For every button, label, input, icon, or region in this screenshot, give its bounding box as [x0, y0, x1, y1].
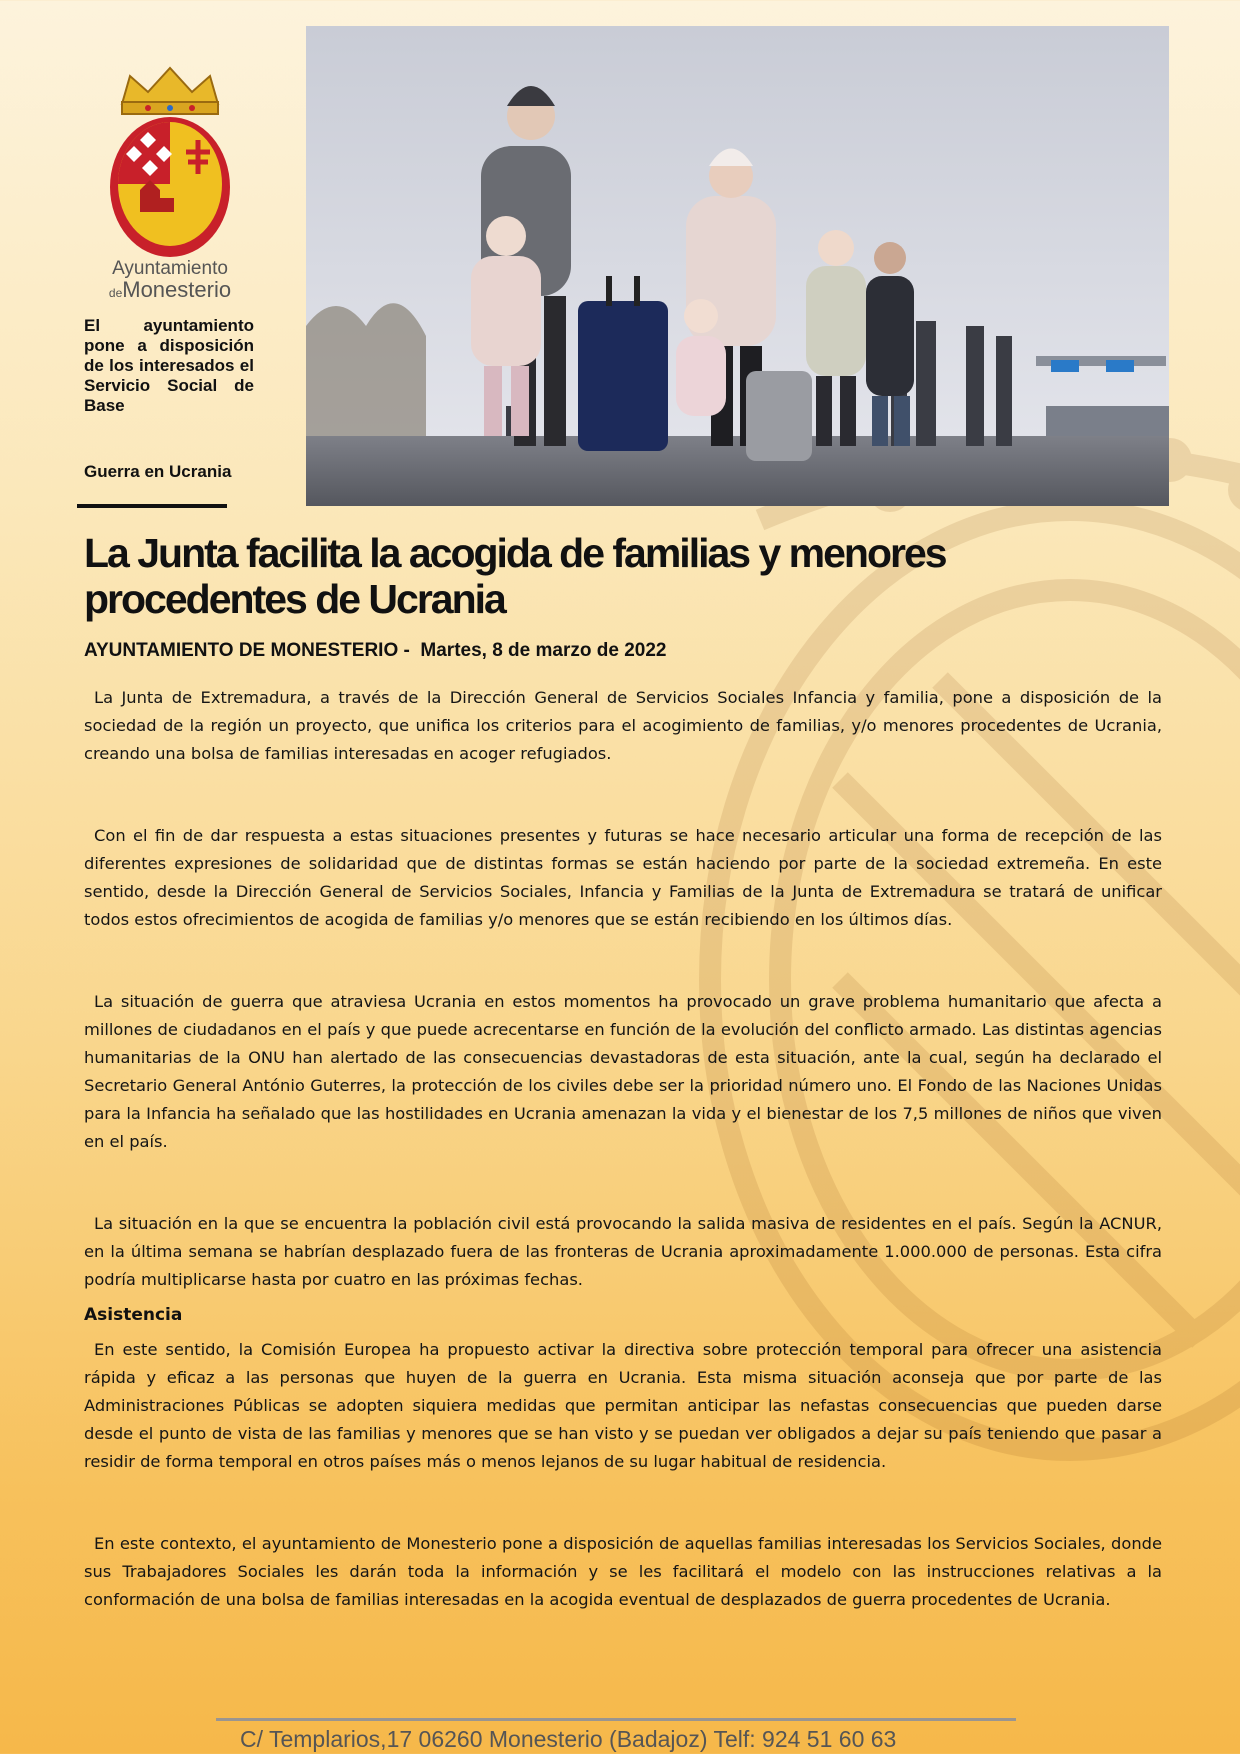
section-divider — [77, 504, 227, 508]
article-paragraph-1: La Junta de Extremadura, a través de la Dirección General de Servicios Sociales Infancia y familia, pone a disposición de la sociedad de la región un proyecto, que unifica los criterios para el acogimiento de familias, y/o menores procedentes de Ucrania, creando una bolsa de familias interesadas en acoger refugiados. — [84, 688, 1162, 763]
dateline-date: Martes, 8 de marzo de 2022 — [420, 640, 667, 661]
logo-name-line2 — [95, 279, 245, 304]
article-paragraph-4: La situación en la que se encuentra la población civil está provocando la salida masiva de residentes en el país. Según la ACNUR, en la última semana se habrían desplazado fuera de las fronteras de Ucrania aproximadamente 1.000.000 de personas. Esta cifra podría multiplicarse hasta por cuatro en las próximas fechas. — [84, 1214, 1162, 1289]
article-subheading: Asistencia — [84, 1305, 183, 1325]
logo-name-prefix: de — [108, 286, 123, 300]
article-paragraph-2: Con el fin de dar respuesta a estas situaciones presentes y futuras se hace necesario articular una forma de recepción de las diferentes expresiones de solidaridad que de distintas formas se están haciendo por parte de la sociedad extremeña. En este sentido, desde la Dirección General de Servicios Sociales, Infancia y Familias de la Junta de Extremadura se tratará de unificar todos estos ofrecimientos de acogida de familias y/o menores que se están recibiendo en los últimos días. — [84, 826, 1162, 929]
footer-address: C/ Templarios,17 06260 Monesterio (Badajoz) Telf: 924 51 60 63 — [240, 1726, 897, 1752]
footer-divider — [216, 1718, 1016, 1721]
logo-name-town: Monesterio — [122, 277, 232, 302]
coat-of-arms-icon — [100, 62, 240, 257]
article-body — [84, 684, 1162, 1614]
dateline: AYUNTAMIENTO DE MONESTERIO - Martes, 8 de marzo de 2022 — [84, 640, 667, 661]
dateline-source: AYUNTAMIENTO DE MONESTERIO — [84, 640, 399, 661]
article-headline: La Junta facilita la acogida de familias y menores procedentes de Ucrania — [84, 530, 946, 622]
town-hall-logo — [95, 62, 245, 302]
article-paragraph-3: La situación de guerra que atraviesa Ucrania en estos momentos ha provocado un grave problema humanitario que afecta a millones de ciudadanos en el país y que puede acrecentarse en función de la evolución del conflicto armado. Las distintas agencias humanitarias de la ONU han alertado de las consecuencias devastadoras de esta situación, ante la cual, según ha declarado el Secretario General António Guterres, la protección de los civiles debe ser la prioridad número uno. El Fondo de las Naciones Unidas para la Infancia ha señalado que las hostilidades en Ucrania amenazan la vida y el bienestar de los 7,5 millones de niños que viven en el país. — [84, 992, 1162, 1151]
section-label: Guerra en Ucrania — [84, 462, 232, 481]
article-paragraph-6: En este contexto, el ayuntamiento de Monesterio pone a disposición de aquellas familias interesadas los Servicios Sociales, donde sus Trabajadores Sociales les darán toda la información y se les facilitará el modelo con las instrucciones relativas a la conformación de una bolsa de familias interesadas en la acogida eventual de desplazados de guerra procedentes de Ucrania. — [84, 1534, 1162, 1609]
logo-name-line1: Ayuntamiento — [112, 258, 228, 279]
refugees-photo — [306, 26, 1169, 506]
article-paragraph-5: En este sentido, la Comisión Europea ha propuesto activar la directiva sobre protección temporal para ofrecer una asistencia rápida y eficaz a las personas que huyen de la guerra en Ucrania. Esta misma situación aconseja que por parte de las Administraciones Públicas se adopten siquiera medidas que permitan anticipar las nefastas consecuencias que pueden darse desde el punto de vista de las familias y menores que se han visto y se puedan ver obligados a dejar su país teniendo que pasar a residir de forma temporal en otros países más o menos lejanos de su lugar habitual de residencia. — [84, 1340, 1162, 1471]
intro-text: El ayuntamiento pone a disposición de los interesados el Servicio Social de Base — [84, 316, 254, 415]
